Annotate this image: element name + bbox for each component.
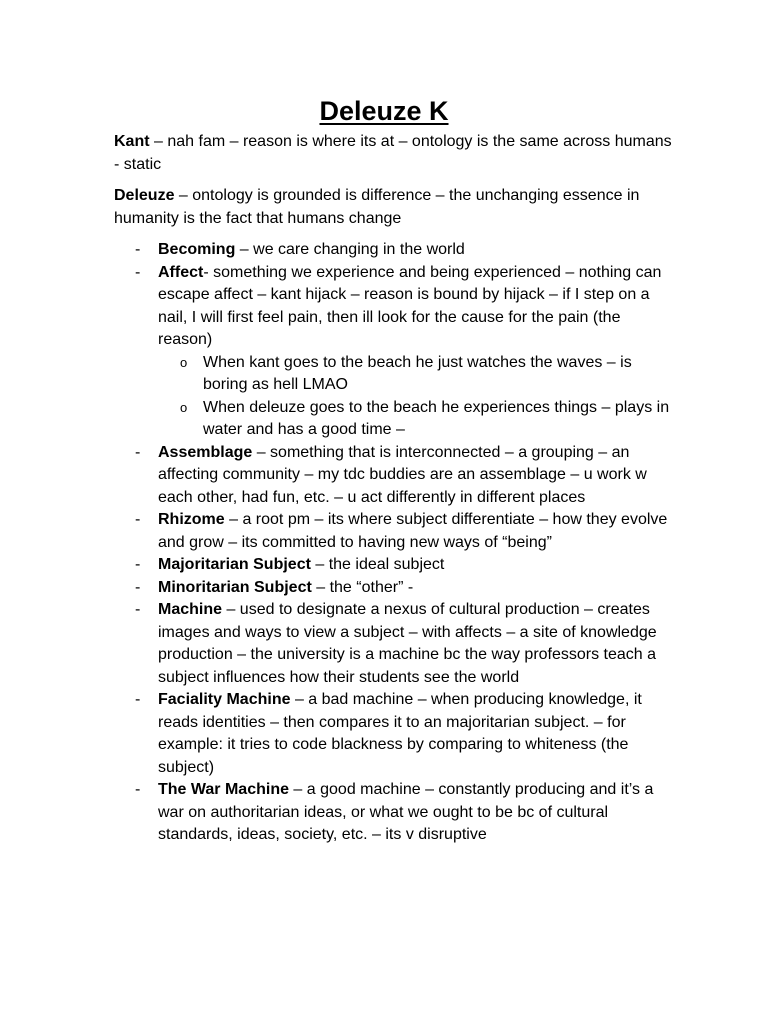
item-text: - something we experience and being experienced – nothing can escape affect – kant hijack – reason is bound by hijack – if I step on a nail, I will first feel pain, then ill look for the cause for the pain (the reason) [158, 263, 662, 348]
intro-paragraph-deleuze [114, 185, 674, 230]
sub-item-deleuze-beach [114, 397, 674, 442]
sub-item-kant-beach [114, 352, 674, 397]
item-text: – the “other” - [311, 578, 414, 596]
item-text: – a bad machine – when producing knowledge, it reads identities – then compares it to an majoritarian subject. – for example: it tries to code blackness by comparing to whiteness (the subject) [158, 691, 642, 776]
dash-bullet: - [135, 578, 141, 596]
intro-paragraph-kant [114, 131, 674, 176]
item-text: – the ideal subject [310, 556, 445, 573]
term-label: Rhizome [158, 511, 225, 528]
dash-bullet: - [135, 781, 141, 798]
circle-bullet: o [180, 354, 188, 370]
item-text: – a root pm – its where subject differentiate – how they evolve and grow – its committed to having new ways of “being” [158, 511, 668, 551]
list-item-assemblage [114, 442, 674, 510]
item-text: – used to designate a nexus of cultural production – creates images and ways to view a subject – with affects – a site of knowledge production – the university is a machine bc the way professors teach a subject influences how their students see the world [158, 601, 657, 686]
list-item-majoritarian-subject [114, 554, 674, 577]
term-label: The War Machine [158, 781, 289, 798]
list-item-war-machine [114, 779, 674, 847]
sub-item-text: When deleuze goes to the beach he experiences things – plays in water and has a good time – [203, 398, 670, 438]
term-label: Assemblage [158, 443, 253, 461]
list-item-faciality-machine [114, 689, 674, 779]
term-label: Kant [114, 133, 150, 150]
list-item-machine [114, 599, 674, 689]
dash-bullet: - [135, 601, 141, 618]
term-label: Affect [158, 263, 204, 281]
sub-item-text: When kant goes to the beach he just watches the waves – is boring as hell LMAO [203, 353, 632, 393]
term-label: Minoritarian Subject [158, 578, 312, 596]
dash-bullet: - [135, 241, 141, 258]
term-label: Majoritarian Subject [158, 556, 311, 573]
circle-bullet: o [180, 399, 188, 415]
item-text: – something that is interconnected – a grouping – an affecting community – my tdc buddies are an assemblage – u work w each other, had fun, etc. – u act differently in different places [158, 443, 647, 506]
list-item-affect [114, 262, 674, 352]
dash-bullet: - [135, 556, 141, 573]
paragraph-text: – ontology is grounded is difference – the unchanging essence in humanity is the fact that humans change [114, 187, 640, 227]
paragraph-text: – nah fam – reason is where its at – ontology is the same across humans - static [114, 133, 672, 173]
item-text: – we care changing in the world [235, 241, 465, 258]
list-item-rhizome [114, 509, 674, 554]
term-label: Becoming [158, 241, 236, 258]
item-text: – a good machine – constantly producing and it’s a war on authoritarian ideas, or what we ought to be bc of cultural standards, ideas, society, etc. – its v disruptive [158, 781, 654, 843]
dash-bullet: - [135, 691, 141, 708]
term-label: Machine [158, 601, 223, 618]
concept-list [114, 239, 674, 847]
page-title: Deleuze K [319, 96, 449, 126]
list-item-becoming [114, 239, 674, 262]
dash-bullet: - [135, 443, 141, 461]
dash-bullet: - [135, 511, 141, 528]
term-label: Faciality Machine [158, 691, 291, 708]
list-item-minoritarian-subject [114, 577, 674, 600]
term-label: Deleuze [114, 187, 175, 204]
dash-bullet: - [135, 263, 141, 281]
